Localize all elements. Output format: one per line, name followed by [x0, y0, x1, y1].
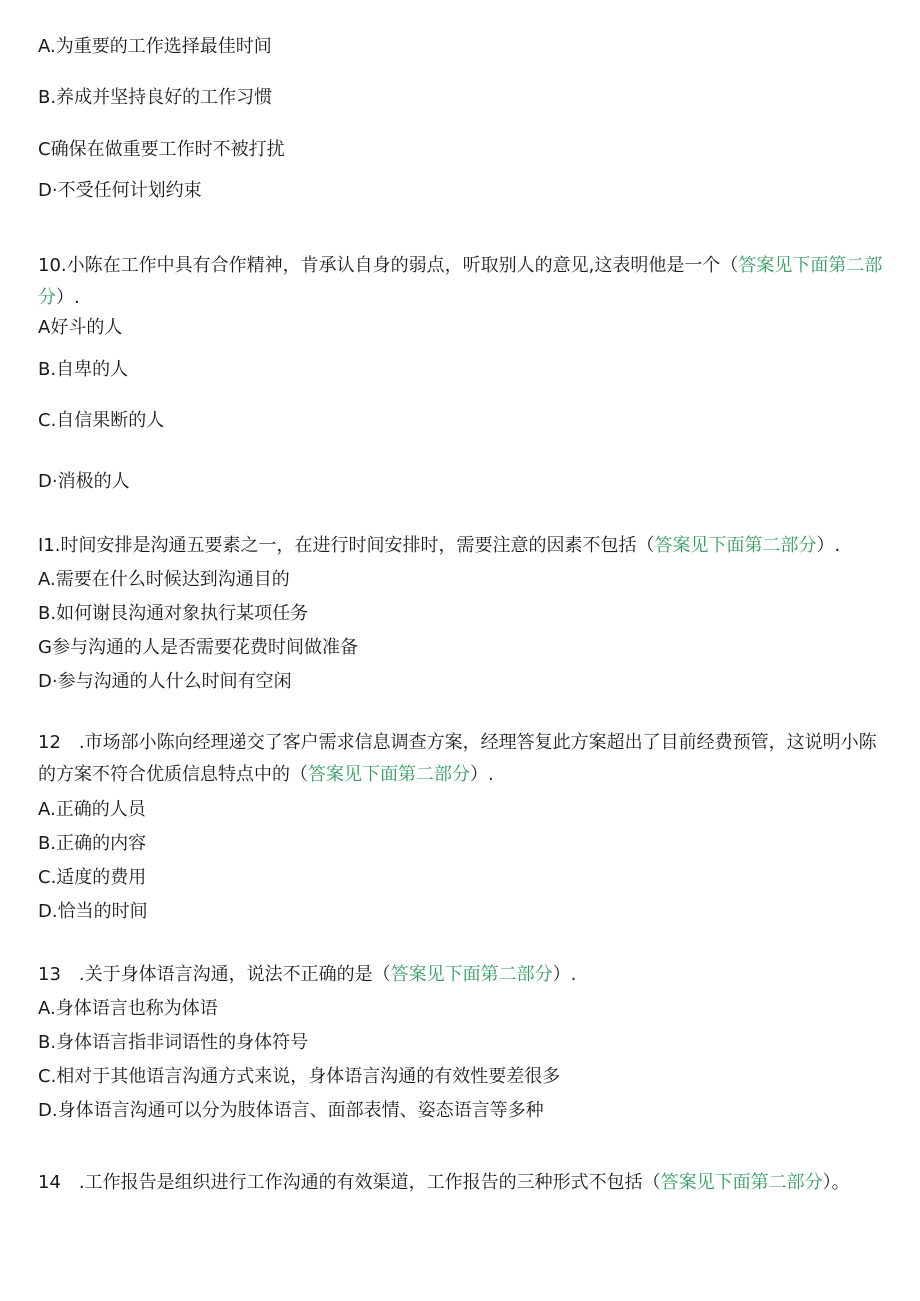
q14-answer-hint: 答案见下面第二部分	[660, 1172, 823, 1193]
q10-answer-hint: 答案见下面第二部分	[38, 255, 883, 308]
q10-stem	[38, 250, 888, 314]
q10-option-a: A好斗的人	[38, 317, 123, 338]
q14-stem	[38, 1171, 850, 1195]
q13-answer-hint: 答案见下面第二部分	[390, 964, 553, 985]
q10-option-b: B.自卑的人	[38, 359, 129, 380]
q12-option-a: A.正确的人员	[38, 799, 146, 820]
q10-stem-end: ）.	[56, 287, 80, 308]
q10-option-d: D·消极的人	[38, 471, 130, 492]
q9-option-d: D·不受任何计划约束	[38, 180, 202, 201]
q13-option-a: A.身体语言也称为体语	[38, 998, 218, 1019]
q12-answer-hint: 答案见下面第二部分	[308, 764, 470, 785]
q14-stem-end: ）。	[822, 1172, 850, 1193]
q13-option-c: C.相对于其他语言沟通方式来说，身体语言沟通的有效性要差很多	[38, 1066, 561, 1087]
q11-stem-text: I1.时间安排是沟通五要素之一，在进行时间安排时，需要注意的因素不包括（	[38, 535, 655, 556]
q9-option-c: C确保在做重要工作时不被打扰	[38, 139, 285, 160]
q14-stem-text: 14 .工作报告是组织进行工作沟通的有效渠道，工作报告的三种形式不包括（	[38, 1172, 661, 1193]
q10-stem-text: 10.小陈在工作中具有合作精神，肯承认自身的弱点，听取别人的意见,这表明他是一个（	[38, 255, 739, 276]
q12-option-b: B.正确的内容	[38, 833, 147, 854]
q13-stem-text: 13 .关于身体语言沟通，说法不正确的是（	[38, 964, 391, 985]
q12-option-c: C.适度的费用	[38, 867, 147, 888]
q11-option-a: A.需要在什么时候达到沟通目的	[38, 569, 290, 590]
q9-option-b: B.养成并坚持良好的工作习惯	[38, 87, 273, 108]
q11-answer-hint: 答案见下面第二部分	[654, 535, 817, 556]
q12-stem	[38, 727, 888, 791]
q12-stem-text: 12 .市场部小陈向经理递交了客户需求信息调查方案，经理答复此方案超出了目前经费预管，这说明小陈的方案不符合优质信息特点中的（	[38, 732, 877, 785]
q11-option-c: G参与沟通的人是否需要花费时间做准备	[38, 637, 358, 658]
q13-stem	[38, 963, 576, 987]
q13-option-d: D.身体语言沟通可以分为肢体语言、面部表情、姿态语言等多种	[38, 1100, 544, 1121]
q10-option-c: C.自信果断的人	[38, 410, 165, 431]
q13-stem-end: ）.	[552, 964, 577, 985]
q12-stem-end: ）.	[470, 764, 494, 785]
q12-option-d: D.恰当的时间	[38, 901, 148, 922]
q11-stem-end: ）.	[816, 535, 841, 556]
q11-option-d: D·参与沟通的人什么时间有空闲	[38, 671, 292, 692]
q11-option-b: B.如何谢艮沟通对象执行某项任务	[38, 603, 309, 624]
q11-stem	[38, 534, 840, 558]
q9-option-a: A.为重要的工作选择最佳时间	[38, 36, 272, 57]
q13-option-b: B.身体语言指非词语性的身体符号	[38, 1032, 309, 1053]
